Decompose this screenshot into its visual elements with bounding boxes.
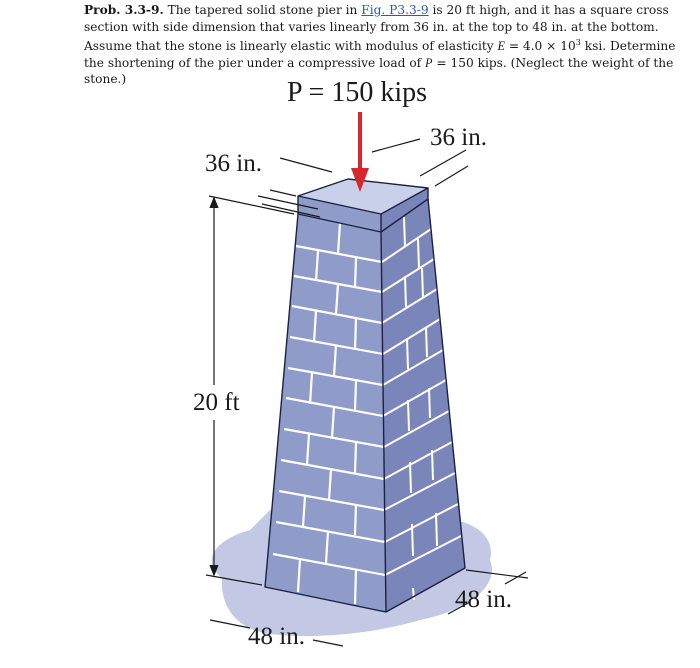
problem-text-4: = 150 kips. (Neglect the weight of the stone.) [84, 55, 674, 87]
pier-side-face [381, 199, 465, 612]
top-width-left-label: 36 in. [205, 150, 262, 177]
modulus-symbol: E [497, 39, 505, 54]
figure-link[interactable]: Fig. P3.3-9 [361, 3, 429, 17]
bottom-width-right-label: 48 in. [455, 586, 512, 613]
top-width-right-label: 36 in. [430, 124, 487, 151]
problem-text-3: ksi. Determine the shortening of the pier under a compressive load of [84, 39, 676, 70]
bottom-width-left-label: 48 in. [248, 623, 305, 650]
modulus-value: = 4.0 × 10 [508, 39, 576, 54]
load-symbol: P [425, 55, 433, 70]
problem-text-2: is 20 ft high, and it has a square cross section with side dimension that varies linearly from 36 in. at the top to 48 in. at the bottom. Assume that the stone is linearly elastic with modulus of elasticity [84, 3, 669, 54]
modulus-exponent: 3 [575, 38, 581, 47]
problem-number: Prob. 3.3-9. [84, 3, 164, 17]
load-label: P = 150 kips [287, 77, 427, 108]
height-label: 20 ft [193, 389, 240, 416]
problem-text-1: The tapered solid stone pier in [167, 3, 358, 17]
